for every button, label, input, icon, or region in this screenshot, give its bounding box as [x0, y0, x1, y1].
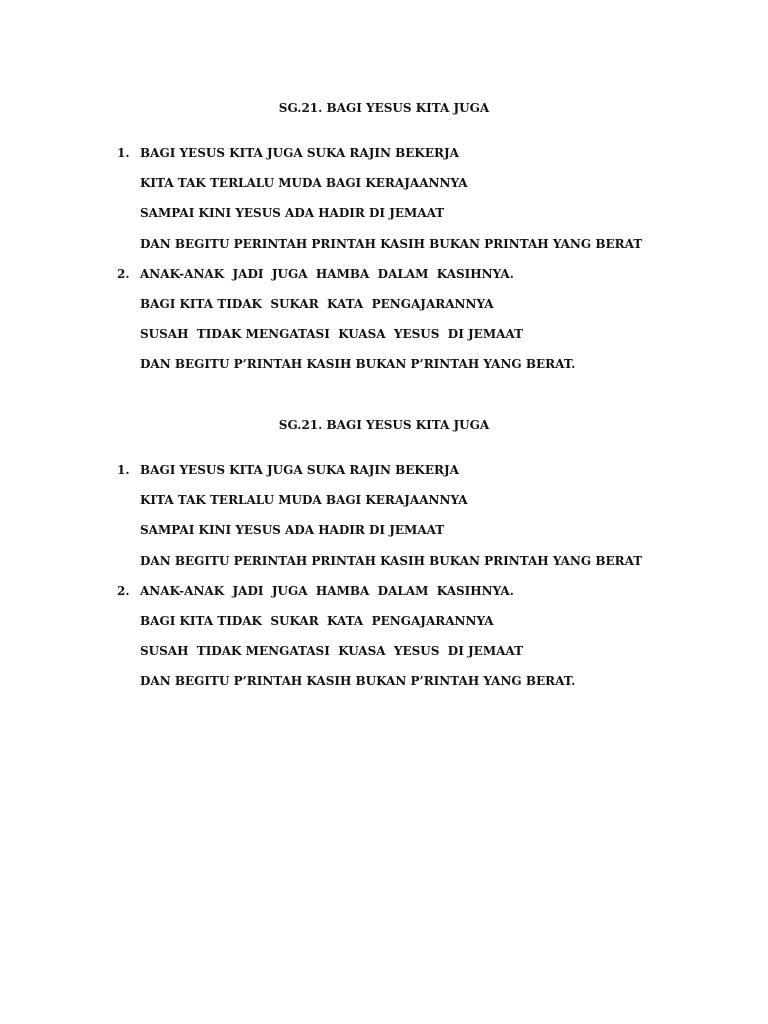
lyric-line: DAN BEGITU PERINTAH PRINTAH KASIH BUKAN PRINTAH YANG BERAT	[140, 554, 643, 568]
lyric-line: ANAK-ANAK JADI JUGA HAMBA DALAM KASIHNYA.	[140, 584, 514, 598]
song-title: SG.21. BAGI YESUS KITA JUGA	[278, 418, 490, 432]
verse-number: 2.	[117, 267, 130, 281]
lyric-line: SUSAH TIDAK MENGATASI KUASA YESUS DI JEMAAT	[140, 327, 523, 341]
lyric-line: BAGI YESUS KITA JUGA SUKA RAJIN BEKERJA	[140, 146, 459, 160]
verse-number: 1.	[117, 463, 130, 477]
lyric-line: BAGI KITA TIDAK SUKAR KATA PENGAJARANNYA	[140, 614, 494, 628]
verse-number: 2.	[117, 584, 130, 598]
lyric-line: SUSAH TIDAK MENGATASI KUASA YESUS DI JEMAAT	[140, 644, 523, 658]
lyric-line: DAN BEGITU PERINTAH PRINTAH KASIH BUKAN PRINTAH YANG BERAT	[140, 237, 643, 251]
lyric-line: ANAK-ANAK JADI JUGA HAMBA DALAM KASIHNYA.	[140, 267, 514, 281]
lyric-line: KITA TAK TERLALU MUDA BAGI KERAJAANNYA	[140, 176, 468, 190]
lyric-line: BAGI KITA TIDAK SUKAR KATA PENGAJARANNYA	[140, 297, 494, 311]
lyric-line: DAN BEGITU P’RINTAH KASIH BUKAN P’RINTAH YANG BERAT.	[140, 357, 576, 371]
song-title: SG.21. BAGI YESUS KITA JUGA	[278, 101, 490, 115]
lyric-line: BAGI YESUS KITA JUGA SUKA RAJIN BEKERJA	[140, 463, 459, 477]
verse-number: 1.	[117, 146, 130, 160]
lyric-line: SAMPAI KINI YESUS ADA HADIR DI JEMAAT	[140, 206, 445, 220]
lyric-line: DAN BEGITU P’RINTAH KASIH BUKAN P’RINTAH YANG BERAT.	[140, 674, 576, 688]
lyric-line: SAMPAI KINI YESUS ADA HADIR DI JEMAAT	[140, 523, 445, 537]
lyric-line: KITA TAK TERLALU MUDA BAGI KERAJAANNYA	[140, 493, 468, 507]
